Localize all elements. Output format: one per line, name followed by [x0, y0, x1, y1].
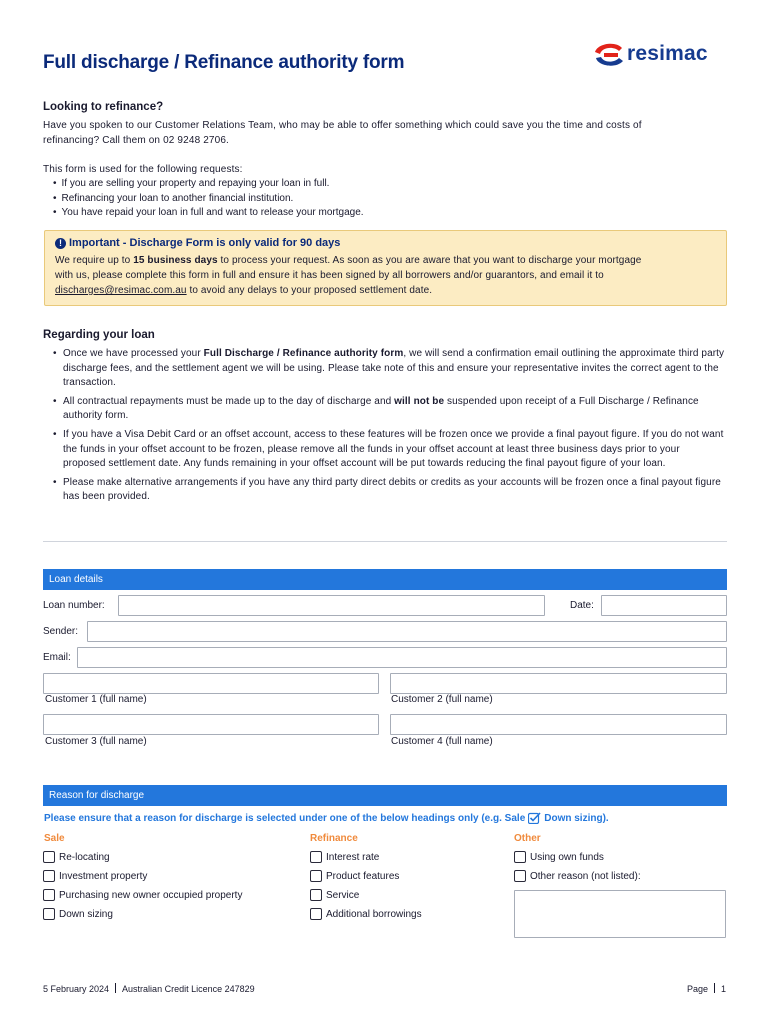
list-item: • If you have a Visa Debit Card or an offset account, access to these features will be frozen once we provide a final payout figure. If you do not want the funds in your offset account to be frozen, please remove all the funds in your offset account at least three business days prior to your proposed settlement date. Any funds remaining in your offset account will be put towards reducing the final payout figure of your loan. — [53, 428, 725, 472]
text: All contractual repayments must be made up to the day of discharge and — [63, 395, 395, 407]
sender-input[interactable] — [87, 621, 727, 642]
email-label: Email: — [43, 652, 71, 663]
checkbox[interactable] — [43, 908, 55, 920]
checkbox[interactable] — [514, 851, 526, 863]
date-input[interactable] — [601, 595, 727, 616]
checkbox-label: Service — [326, 889, 360, 901]
list-item: • You have repaid your loan in full and want to release your mortgage. — [53, 206, 364, 221]
checkbox-label: Down sizing — [59, 908, 113, 920]
checkbox-investment-property[interactable] — [43, 870, 147, 882]
notice-emphasis: 15 business days — [133, 255, 218, 266]
checkbox[interactable] — [310, 870, 322, 882]
checkbox-label: Using own funds — [530, 851, 604, 863]
notice-title-text: Important - Discharge Form is only valid for 90 days — [69, 237, 341, 249]
other-heading: Other — [514, 833, 541, 844]
checkbox-product-features[interactable] — [310, 870, 399, 882]
emphasis: Full Discharge / Refinance authority form — [203, 348, 404, 359]
email-input[interactable] — [77, 647, 727, 668]
checkbox[interactable] — [43, 870, 55, 882]
other-reason-textarea[interactable] — [514, 890, 726, 938]
text: Once we have processed your — [63, 348, 204, 359]
emphasis: will not be — [394, 395, 445, 407]
checkbox-own-funds[interactable] — [514, 851, 604, 863]
refinance-heading: Looking to refinance? — [43, 101, 164, 113]
checkbox-label: Investment property — [59, 870, 148, 882]
checkbox-relocating[interactable] — [43, 851, 110, 863]
important-notice — [44, 230, 727, 306]
checkbox[interactable] — [310, 908, 322, 920]
checkbox[interactable] — [43, 889, 55, 901]
sender-label: Sender: — [43, 626, 79, 637]
footer-licence: Australian Credit Licence 247829 — [122, 984, 255, 994]
intro-paragraph — [43, 118, 733, 148]
logo-mark-icon — [592, 40, 626, 70]
checkbox[interactable] — [310, 851, 322, 863]
discharge-email-link[interactable]: discharges@resimac.com.au — [55, 285, 187, 296]
reason-note-text: Down sizing). — [544, 812, 609, 824]
checkbox-label: Purchasing new owner occupied property — [59, 889, 243, 901]
reason-note-text: Please ensure that a reason for discharge is selected under one of the below headings only (e.g. Sale — [44, 812, 526, 824]
list-item: • Refinancing your loan to another financial institution. — [53, 192, 364, 207]
page-title: Full discharge / Refinance authority form — [43, 52, 405, 73]
resimac-logo — [592, 40, 732, 74]
loan-heading: Regarding your loan — [43, 329, 155, 341]
checkbox-label: Interest rate — [326, 851, 380, 863]
notice-text: We require up to — [55, 255, 134, 266]
text: , we will send a confirmation email outlining the approximate third party discharge fees, and the settlement agent we will be using. Please take note of this and ensure your representative invites the correct agent to the transaction. — [63, 348, 725, 389]
checkbox[interactable] — [43, 851, 55, 863]
notice-text: to process your request. As soon as you are aware that you want to discharge your mortgage — [217, 255, 642, 266]
checkbox-other-reason[interactable] — [514, 870, 641, 882]
notice-text: to avoid any delays to your proposed settlement date. — [186, 285, 433, 296]
checkbox-owner-occupied[interactable] — [43, 889, 242, 901]
reason-note — [44, 812, 609, 824]
customer-2-input[interactable] — [390, 673, 727, 694]
list-item: • If you are selling your property and repaying your loan in full. — [53, 177, 364, 192]
footer-left — [43, 983, 255, 994]
footer-right — [687, 983, 726, 994]
checkbox-additional-borrowings[interactable] — [310, 908, 422, 920]
footer-separator — [714, 983, 715, 993]
date-label: Date: — [570, 600, 594, 611]
notice-text: with us, please complete this form in full and ensure it has been signed by all borrowers and/or guarantors, and email it to — [55, 270, 604, 281]
notice-body — [55, 253, 716, 298]
section-divider — [43, 541, 727, 542]
customer-4-label: Customer 4 (full name) — [391, 736, 493, 747]
loan-number-input[interactable] — [118, 595, 545, 616]
intro-line-2: refinancing? Call them on 02 9248 2706. — [43, 135, 229, 146]
checkbox[interactable] — [514, 870, 526, 882]
loan-number-label: Loan number: — [43, 600, 105, 611]
list-item — [53, 395, 725, 424]
intro-line-1: Have you spoken to our Customer Relations Team, who may be able to offer something which could save you the time and costs of — [43, 120, 642, 131]
checkbox[interactable] — [310, 889, 322, 901]
footer-separator — [115, 983, 116, 993]
page-label: Page — [686, 984, 708, 994]
checked-box-icon — [528, 812, 541, 824]
list-item: • Please make alternative arrangements if you have any third party direct debits or credits as your accounts will be frozen once a final payout figure has been provided. — [53, 476, 725, 505]
customer-1-input[interactable] — [43, 673, 379, 694]
notice-title — [55, 237, 716, 249]
list-item — [53, 347, 725, 391]
checkbox-label: Product features — [326, 870, 400, 882]
logo-text: resimac — [627, 42, 708, 65]
customer-3-label: Customer 3 (full name) — [45, 736, 147, 747]
loan-info-list — [53, 347, 725, 509]
customer-1-label: Customer 1 (full name) — [45, 694, 147, 705]
info-icon: ! — [55, 238, 66, 249]
form-use-paragraph: This form is used for the following requests: — [43, 164, 243, 175]
customer-4-input[interactable] — [390, 714, 727, 735]
refinance-heading-col: Refinance — [310, 833, 358, 844]
loan-details-header: Loan details — [43, 569, 727, 590]
sale-heading: Sale — [44, 833, 65, 844]
customer-3-input[interactable] — [43, 714, 379, 735]
footer-date: 5 February 2024 — [43, 984, 110, 994]
checkbox-down-sizing[interactable] — [43, 908, 113, 920]
customer-2-label: Customer 2 (full name) — [391, 694, 493, 705]
checkbox-label: Re-locating — [59, 851, 110, 863]
request-list — [53, 177, 364, 221]
checkbox-label: Additional borrowings — [326, 908, 422, 920]
checkbox-interest-rate[interactable] — [310, 851, 379, 863]
text: suspended upon receipt of a Full Discharge / Refinance authority form. — [63, 395, 699, 422]
checkbox-service[interactable] — [310, 889, 359, 901]
reason-header: Reason for discharge — [43, 785, 727, 806]
checkbox-label: Other reason (not listed): — [530, 870, 641, 882]
page-number: 1 — [720, 984, 726, 994]
